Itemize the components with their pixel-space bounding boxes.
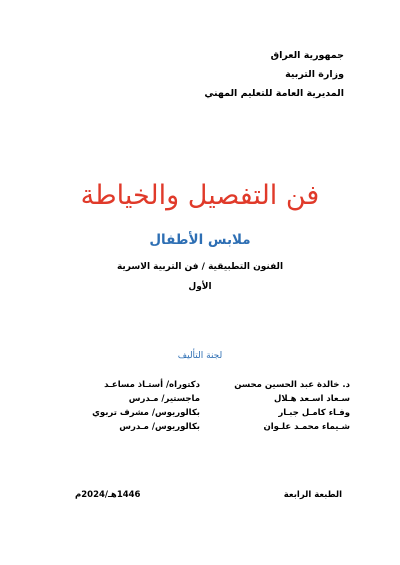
author-rank: دكتوراه/ أستـاذ مساعـد: [104, 380, 200, 390]
author-name: وفـاء كامـل جبـار: [278, 408, 350, 418]
author-row: [60, 378, 350, 392]
book-subtitle: ملابس الأطفال: [149, 232, 251, 248]
committee-heading: لجنة التأليف: [177, 351, 223, 361]
directorate-name: المديرية العامة للتعليم المهني: [204, 88, 344, 99]
author-row: [60, 392, 350, 406]
book-title: فن التفصيل والخياطة: [80, 180, 320, 211]
author-rank: بكالوريوس/ مشرف تربوي: [92, 408, 200, 418]
author-name: شـيماء محمـد علـوان: [263, 422, 350, 432]
author-row: [60, 420, 350, 434]
issuing-authority: [124, 46, 344, 103]
country-name: جمهورية العراق: [270, 50, 344, 61]
author-row: [60, 406, 350, 420]
publication-year: 1446هـ/2024م: [75, 490, 141, 500]
author-name: سـعاد اسـعد هـلال: [273, 394, 350, 404]
author-rank: ماجستير/ مـدرس: [128, 394, 200, 404]
study-field: الفنون التطبيقية / فن التربية الاسرية: [116, 262, 284, 272]
grade-level: الأول: [188, 282, 212, 292]
edition-label: الطبعة الرابعة: [283, 490, 342, 500]
ministry-name: وزارة التربية: [285, 69, 344, 80]
author-name: د. خالدة عبد الحسين محسن: [234, 380, 350, 390]
authors-list: [60, 378, 350, 434]
author-rank: بكالوريوس/ مـدرس: [119, 422, 200, 432]
